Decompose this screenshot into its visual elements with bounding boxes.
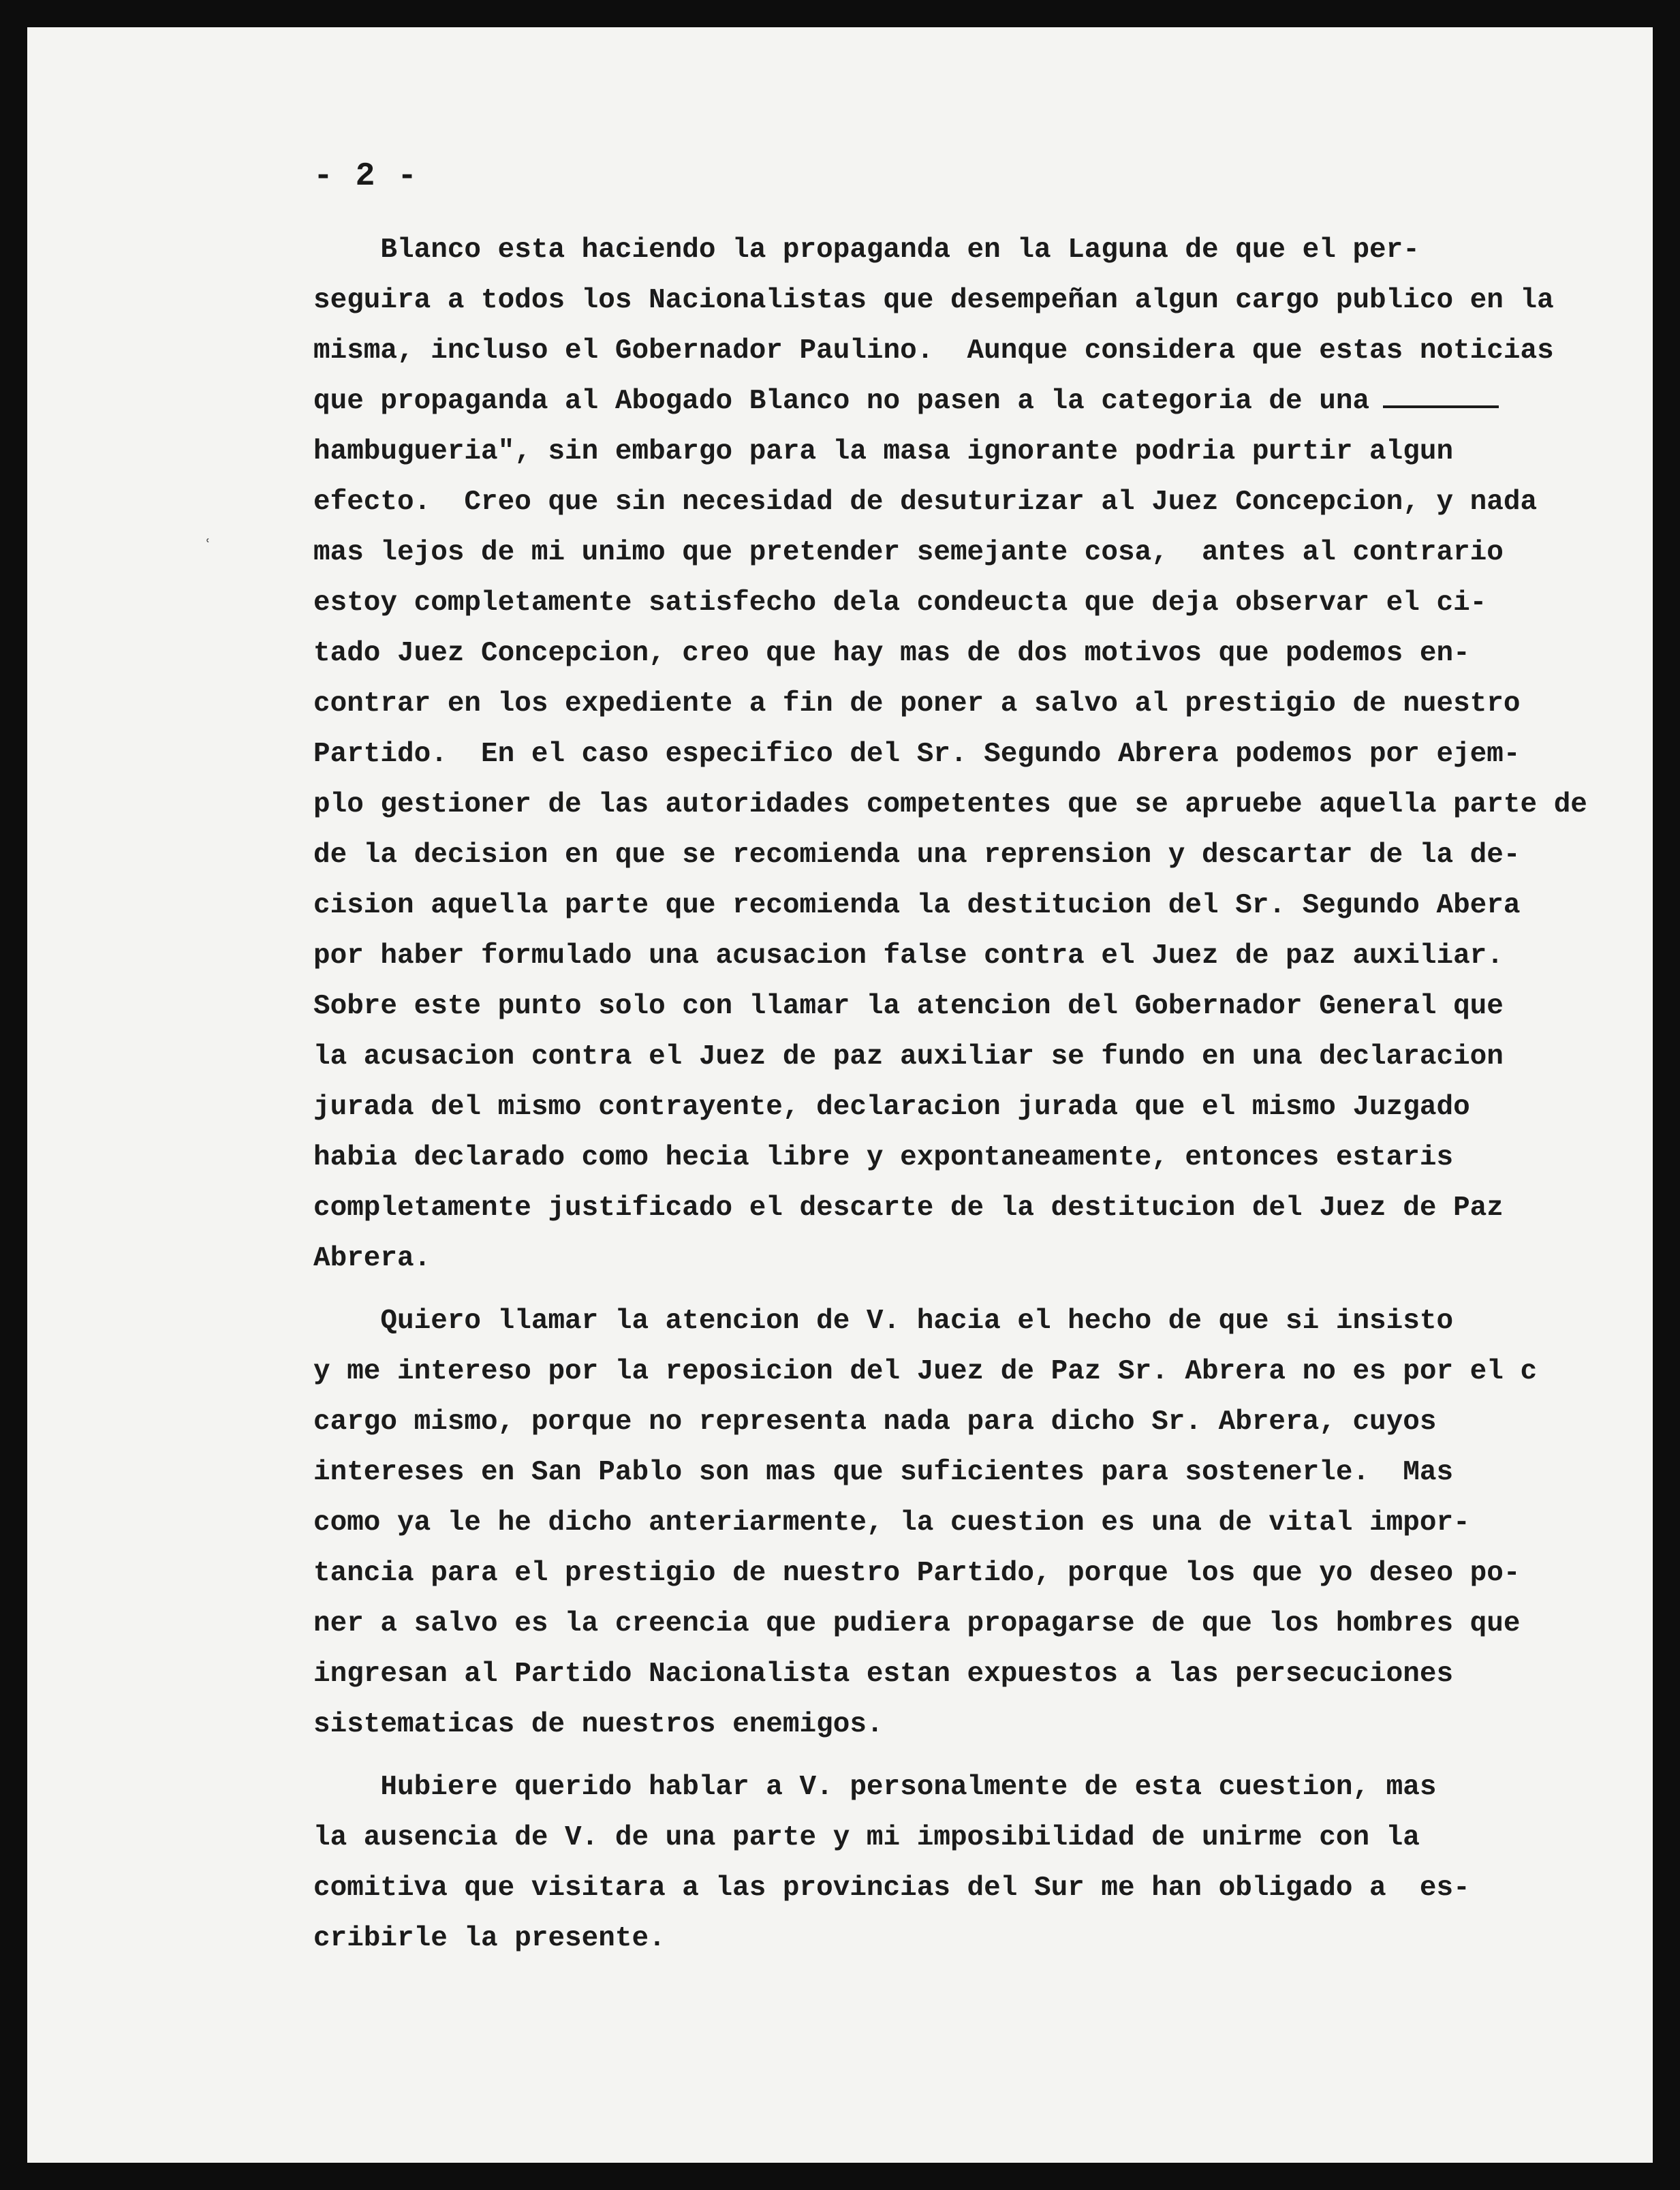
letter-body bbox=[313, 225, 1649, 1964]
paragraph-2 bbox=[313, 1296, 1649, 1750]
text-line: y me intereso por la reposicion del Juez de Paz Sr. Abrera no es por el c bbox=[313, 1356, 1538, 1387]
text-line-content: que propaganda al Abogado Blanco no pasen a la categoria de una bbox=[313, 386, 1370, 417]
margin-mark: ʿ bbox=[206, 537, 211, 554]
text-line: Hubiere querido hablar a V. personalmente de esta cuestion, mas bbox=[313, 1772, 1437, 1803]
page-number: - 2 - bbox=[313, 158, 419, 195]
text-line: Partido. En el caso especifico del Sr. Segundo Abrera podemos por ejem- bbox=[313, 739, 1521, 770]
text-line: ingresan al Partido Nacionalista estan expuestos a las persecuciones bbox=[313, 1659, 1454, 1690]
text-line: seguira a todos los Nacionalistas que desempeñan algun cargo publico en la bbox=[313, 285, 1554, 316]
paragraph-3 bbox=[313, 1762, 1649, 1964]
text-line: habia declarado como hecia libre y expontaneamente, entonces estaris bbox=[313, 1142, 1454, 1173]
text-line: ner a salvo es la creencia que pudiera propagarse de que los hombres que bbox=[313, 1608, 1521, 1639]
text-line: hambugueria", sin embargo para la masa ignorante podria purtir algun bbox=[313, 436, 1454, 467]
text-line: tado Juez Concepcion, creo que hay mas de dos motivos que podemos en- bbox=[313, 638, 1470, 669]
text-line: contrar en los expediente a fin de poner a salvo al prestigio de nuestro bbox=[313, 688, 1521, 720]
text-line: la ausencia de V. de una parte y mi imposibilidad de unirme con la bbox=[313, 1822, 1420, 1853]
document-page bbox=[27, 27, 1653, 2163]
text-line-with-blank bbox=[313, 376, 1649, 427]
paragraph-gap bbox=[313, 1284, 1649, 1296]
paragraph-gap bbox=[313, 1750, 1649, 1762]
text-line: sistematicas de nuestros enemigos. bbox=[313, 1709, 884, 1740]
text-line: plo gestioner de las autoridades competentes que se apruebe aquella parte de bbox=[313, 789, 1587, 820]
text-line: intereses en San Pablo son mas que suficientes para sostenerle. Mas bbox=[313, 1457, 1454, 1488]
text-line: comitiva que visitara a las provincias del Sur me han obligado a es- bbox=[313, 1872, 1470, 1904]
text-line: de la decision en que se recomienda una reprension y descartar de la de- bbox=[313, 839, 1521, 871]
text-line: Abrera. bbox=[313, 1243, 431, 1274]
text-line: misma, incluso el Gobernador Paulino. Aunque considera que estas noticias bbox=[313, 335, 1554, 367]
text-line: cribirle la presente. bbox=[313, 1923, 666, 1954]
text-line: Blanco esta haciendo la propaganda en la Laguna de que el per- bbox=[313, 234, 1420, 266]
text-line: cision aquella parte que recomienda la destitucion del Sr. Segundo Abera bbox=[313, 890, 1521, 921]
text-line: estoy completamente satisfecho dela condeucta que deja observar el ci- bbox=[313, 587, 1487, 619]
text-line: Sobre este punto solo con llamar la atencion del Gobernador General que bbox=[313, 991, 1504, 1022]
paragraph-1 bbox=[313, 225, 1649, 1284]
text-line: tancia para el prestigio de nuestro Partido, porque los que yo deseo po- bbox=[313, 1558, 1521, 1589]
text-line: efecto. Creo que sin necesidad de desuturizar al Juez Concepcion, y nada bbox=[313, 487, 1538, 518]
blank-underline bbox=[1383, 385, 1499, 408]
text-line: la acusacion contra el Juez de paz auxiliar se fundo en una declaracion bbox=[313, 1041, 1504, 1073]
text-line: completamente justificado el descarte de la destitucion del Juez de Paz bbox=[313, 1192, 1504, 1224]
text-line: jurada del mismo contrayente, declaracion jurada que el mismo Juzgado bbox=[313, 1092, 1470, 1123]
text-line: por haber formulado una acusacion false contra el Juez de paz auxiliar. bbox=[313, 940, 1504, 972]
text-line: Quiero llamar la atencion de V. hacia el hecho de que si insisto bbox=[313, 1306, 1454, 1337]
text-line: cargo mismo, porque no representa nada para dicho Sr. Abrera, cuyos bbox=[313, 1406, 1437, 1438]
text-line: como ya le he dicho anteriarmente, la cuestion es una de vital impor- bbox=[313, 1507, 1470, 1539]
text-line: mas lejos de mi unimo que pretender semejante cosa, antes al contrario bbox=[313, 537, 1504, 568]
